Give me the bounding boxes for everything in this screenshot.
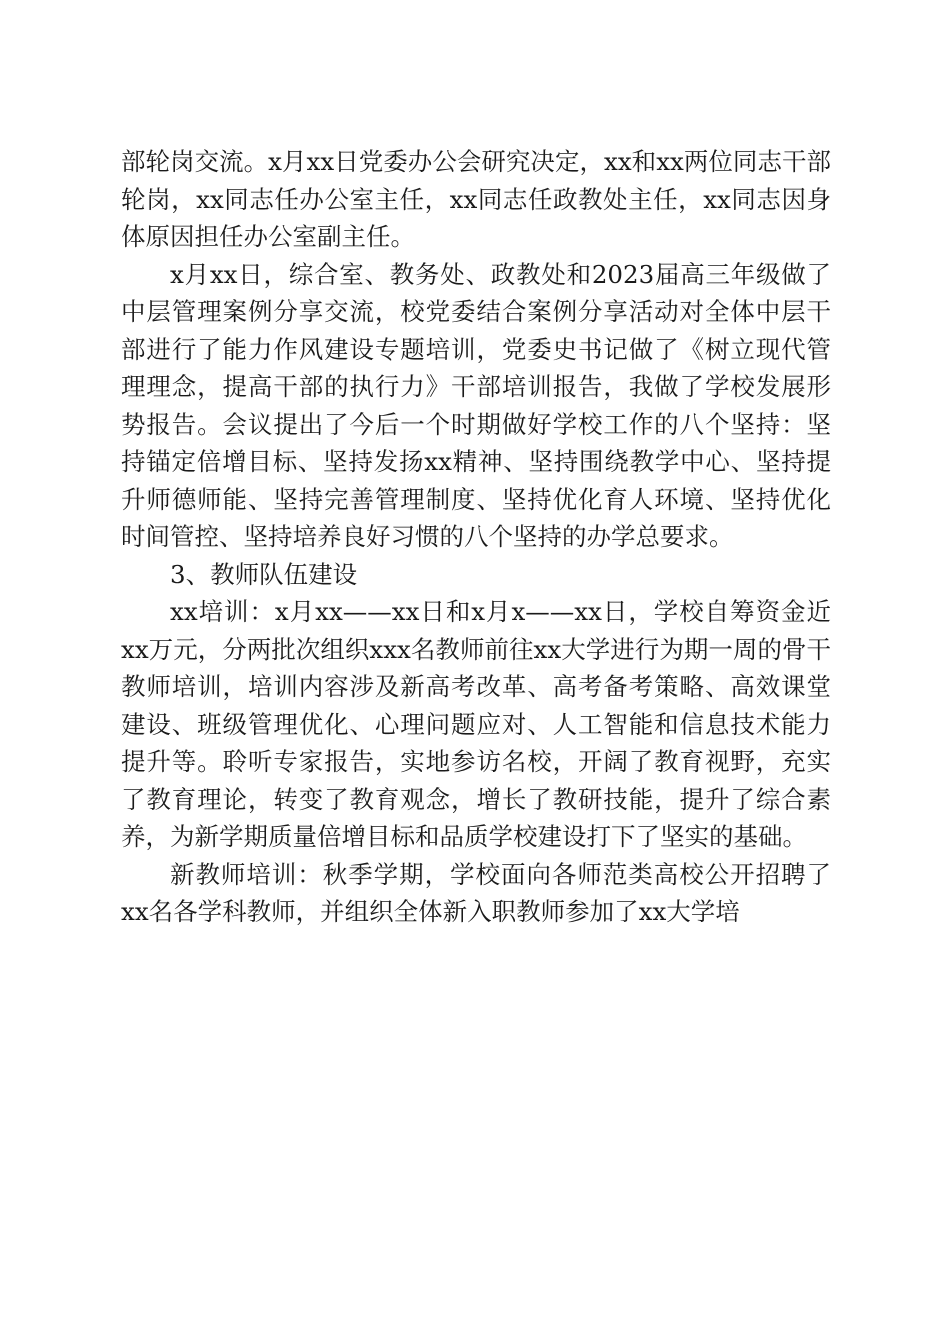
section-heading-teacher-team: 3、教师队伍建设 <box>170 559 358 589</box>
paragraph-backbone-teacher-training: xx培训：x月xx——xx日和x月x——xx日，学校自筹资金近xx万元，分两批次组织xxx名教师前往xx大学进行为期一周的骨干教师培训，培训内容涉及新高考改革、高考备考策略、高效课堂建设、班级管理优化、心理问题应对、人工智能和信息技术能力提升等。聆听专家报告，实地参访名校，开阔了教育视野，充实了教育理论，转变了教育观念，增长了教研技能，提升了综合素养，为新学期质量倍增目标和品质学校建设打下了坚实的基础。 <box>121 597 831 851</box>
paragraph-cadre-rotation: 部轮岗交流。x月xx日党委办公会研究决定，xx和xx两位同志干部轮岗，xx同志任办公室主任，xx同志任政教处主任，xx同志因身体原因担任办公室副主任。 <box>121 147 831 251</box>
paragraph-new-teacher-training: 新教师培训：秋季学期，学校面向各师范类高校公开招聘了xx名各学科教师，并组织全体新入职教师参加了xx大学培 <box>121 859 831 926</box>
paragraph-management-training: x月xx日，综合室、教务处、政教处和2023届高三年级做了中层管理案例分享交流，校党委结合案例分享活动对全体中层干部进行了能力作风建设专题培训，党委史书记做了《树立现代管理理念，提高干部的执行力》干部培训报告，我做了学校发展形势报告。会议提出了今后一个时期做好学校工作的八个坚持：坚持锚定倍增目标、坚持发扬xx精神、坚持围绕教学中心、坚持提升师德师能、坚持完善管理制度、坚持优化育人环境、坚持优化时间管控、坚持培养良好习惯的八个坚持的办学总要求。 <box>121 259 831 551</box>
document-page <box>121 143 831 931</box>
